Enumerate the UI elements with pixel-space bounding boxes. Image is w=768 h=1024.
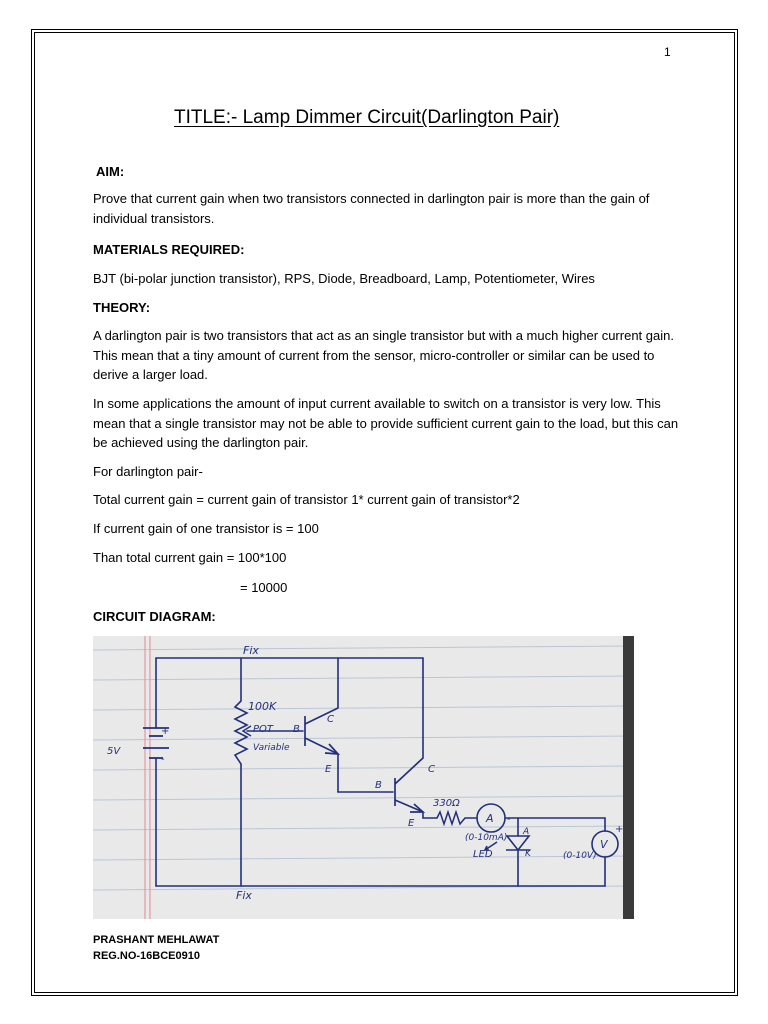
theory-heading: THEORY: bbox=[93, 300, 151, 315]
label-fix-bottom: Fix bbox=[236, 889, 252, 902]
label-emitter-2: E bbox=[408, 818, 415, 829]
author-name: PRASHANT MEHLAWAT bbox=[93, 934, 220, 946]
label-collector-2: C bbox=[428, 764, 435, 775]
page-title: TITLE:- Lamp Dimmer Circuit(Darlington Pair) bbox=[174, 107, 560, 128]
materials-text: BJT (bi-polar junction transistor), RPS, Diode, Breadboard, Lamp, Potentiometer, Wires bbox=[93, 271, 595, 286]
resistor-symbol bbox=[437, 812, 465, 824]
registration-number: REG.NO-16BCE0910 bbox=[93, 950, 200, 962]
formula-single-gain: If current gain of one transistor is = 100 bbox=[93, 521, 319, 536]
formula-product: Than total current gain = 100*100 bbox=[93, 550, 287, 565]
label-ammeter-minus: - bbox=[507, 814, 511, 825]
label-base-2: B bbox=[375, 780, 382, 791]
label-voltmeter-plus: + bbox=[615, 824, 624, 835]
label-collector-1: C bbox=[327, 714, 334, 725]
label-ammeter-range: (0-10mA) bbox=[465, 833, 508, 843]
label-pot-value: 100K bbox=[248, 700, 277, 713]
label-voltmeter-range: (0-10V) bbox=[563, 851, 597, 861]
label-battery-minus: - bbox=[161, 754, 165, 765]
notebook-margin-lines bbox=[145, 636, 150, 919]
label-battery-voltage: 5V bbox=[107, 746, 121, 757]
label-base-1: B bbox=[293, 724, 300, 735]
label-emitter-1: E bbox=[325, 764, 332, 775]
theory-paragraph-2: In some applications the amount of input current available to switch on a transistor is very low. This mean that a single transistor may not be able to provide sufficient current gain to the load, but this can be achieved using the darlington pair. bbox=[93, 396, 679, 450]
materials-heading: MATERIALS REQUIRED: bbox=[93, 242, 245, 257]
formula-total-gain: Total current gain = current gain of transistor 1* current gain of transistor*2 bbox=[93, 492, 520, 507]
label-pot-type: Variable bbox=[253, 743, 290, 753]
label-ammeter: A bbox=[486, 812, 494, 825]
label-led-cathode: K bbox=[525, 849, 531, 859]
transistor-2 bbox=[395, 758, 423, 812]
aim-heading: AIM: bbox=[96, 164, 125, 179]
aim-text: Prove that current gain when two transistors connected in darlington pair is more than the gain of individual transistors. bbox=[93, 191, 650, 226]
page-number: 1 bbox=[664, 45, 671, 59]
circuit-diagram-photo bbox=[93, 636, 634, 919]
label-pot-name: POT bbox=[253, 724, 274, 735]
label-fix-top: Fix bbox=[243, 644, 259, 657]
label-led: LED bbox=[473, 849, 493, 860]
label-battery-plus: + bbox=[161, 726, 170, 737]
formula-result: = 10000 bbox=[240, 580, 288, 595]
theory-paragraph-1: A darlington pair is two transistors that act as an single transistor but with a much higher current gain. This mean that a tiny amount of current from the sensor, micro-controller or similar can be used to derive a larger load. bbox=[93, 328, 674, 382]
photo-edge-shadow bbox=[623, 636, 634, 919]
notebook-rule-lines bbox=[93, 646, 634, 890]
label-resistor-value: 330Ω bbox=[433, 798, 460, 809]
circuit-heading: CIRCUIT DIAGRAM: bbox=[93, 609, 216, 624]
label-led-anode: A bbox=[523, 827, 530, 837]
label-voltmeter: V bbox=[600, 838, 608, 851]
circuit-diagram bbox=[93, 636, 634, 919]
circuit-wires bbox=[156, 658, 605, 886]
for-darlington-pair: For darlington pair- bbox=[93, 464, 203, 479]
